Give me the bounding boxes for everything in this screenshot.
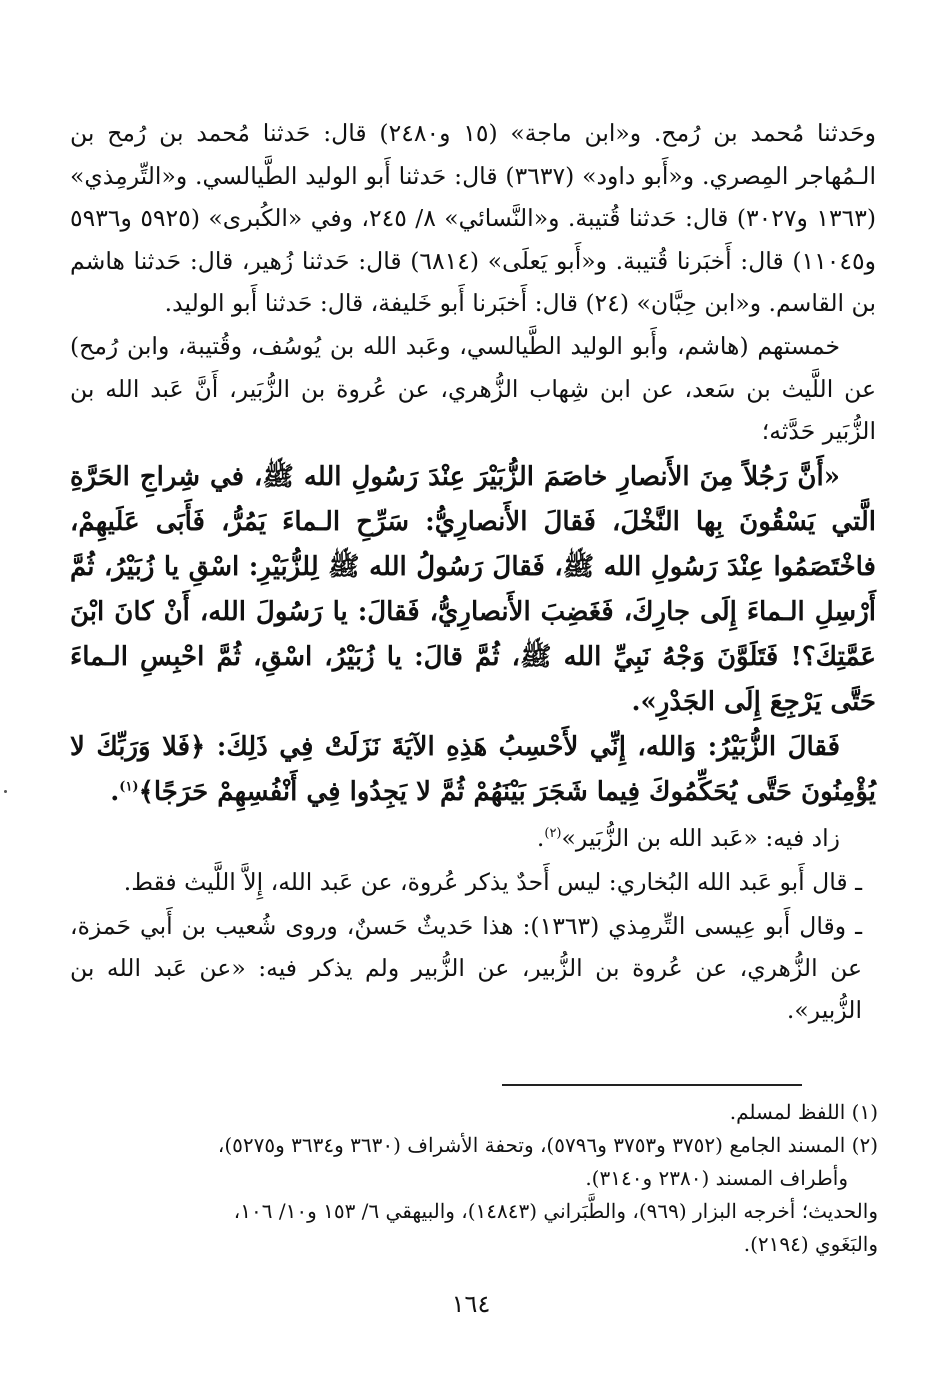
hadith-verse-text: فَقالَ الزُّبَيْرُ: وَالله، إِنِّي لأَحْسِبُ هَذِهِ الآيَةَ نَزَلَتْ فِي ذَلِكَ: ﴿فَلا وَرَبِّكَ لا يُؤْمِنُونَ حَتَّى يُحَكِّمُوكَ فِيما شَجَرَ بَيْنَهُمْ ثُمَّ لا يَجِدُوا فِي أَنْفُسِهِمْ حَرَجًا﴾	[70, 731, 876, 807]
addition-text: زاد فيه: «عَبد الله بن الزُّبَير»	[561, 823, 840, 852]
tirmidhi-note: ـ وقال أَبو عِيسى التِّرمِذي (١٣٦٣): هذا حَديثٌ حَسنٌ، وروى شُعيب بن أَبي حَمزة، عن الزُّهري، عن عُروة بن الزُّبير، عن الزُّبير ولم يذكر فيه: «عن عَبد الله بن الزُّبير».	[70, 911, 862, 1024]
hadith-text: «أَنَّ رَجُلاً مِنَ الأَنصارِ خاصَمَ الزُّبَيْرَ عِنْدَ رَسُولِ الله ﷺ، في شِراجِ الحَرَّةِ الَّتي يَسْقُونَ بِها النَّخْلَ، فَقالَ الأَنصارِيُّ: سَرِّحِ الـماءَ يَمُرُّ، فَأَبَى عَلَيهِمْ، فاخْتَصَمُوا عِنْدَ رَسُولِ الله ﷺ، فَقالَ رَسُولُ الله ﷺ لِلزُّبَيْرِ: اسْقِ يا زُبَيْرُ، ثُمَّ أَرْسِلِ الـماءَ إِلَى جارِكَ، فَغَضِبَ الأَنصارِيُّ، فَقالَ: يا رَسُولَ الله، أَنْ كانَ ابْنَ عَمَّتِكَ؟! فَتَلَوَّنَ وَجْهُ نَبِيِّ الله ﷺ، ثُمَّ قالَ: يا زُبَيْرُ، اسْقِ، ثُمَّ احْبِسِ الـماءَ حَتَّى يَرْجِعَ إِلَى الجَدْرِ».	[70, 461, 876, 717]
chain-paragraph: خمستهم (هاشم، وأَبو الوليد الطَّيالسي، وعَبد الله بن يُوسُف، وقُتيبة، وابن رُمح) عن اللَّيث بن سَعد، عن ابن شِهاب الزُّهري، عن عُروة بن الزُّبَير، أَنَّ عَبد الله بن الزُّبَير حَدَّثه؛	[70, 331, 876, 446]
scan-speck	[4, 790, 7, 793]
hadith-verse: فَقالَ الزُّبَيْرُ: وَالله، إِنِّي لأَحْسِبُ هَذِهِ الآيَةَ نَزَلَتْ فِي ذَلِكَ: ﴿فَلا وَرَبِّكَ لا يُؤْمِنُونَ حَتَّى يُحَكِّمُوكَ فِيما شَجَرَ بَيْنَهُمْ ثُمَّ لا يَجِدُوا فِي أَنْفُسِهِمْ حَرَجًا﴾$^{(١)}$.	[70, 731, 876, 807]
page-number: ١٦٤	[451, 1290, 491, 1318]
footnote-3-line-1: والحديث؛ أخرجه البزار (٩٦٩)، والطَّبَراني (١٤٨٤٣)، والبيهقي ٦/ ١٥٣ و١٠/ ١٠٦،	[233, 1199, 878, 1223]
sources-paragraph: وحَدثنا مُحمد بن رُمح. و«ابن ماجة» (١٥ و٢٤٨٠) قال: حَدثنا مُحمد بن رُمح بن الـمُهاجر المِصري. و«أَبو داود» (٣٦٣٧) قال: حَدثنا أَبو الوليد الطَّيالسي. و«التِّرمِذي» (١٣٦٣ و٣٠٢٧) قال: حَدثنا قُتيبة. و«النَّسائي» ٨/ ٢٤٥، وفي «الكُبرى» (٥٩٢٥ و٥٩٣٦ و١١٠٤٥) قال: أَخبَرنا قُتيبة. و«أَبو يَعلَى» (٦٨١٤) قال: حَدثنا زُهير، قال: حَدثنا هاشم بن القاسم. و«ابن حِبَّان» (٢٤) قال: أَخبَرنا أَبو خَليفة، قال: حَدثنا أَبو الوليد.	[70, 119, 876, 318]
bukhari-note: ـ قال أَبو عَبد الله البُخاري: ليس أَحدٌ يذكر عُروة، عن عَبد الله، إِلاَّ اللَّيث فقط.	[123, 867, 862, 896]
footnote-3-line-2: والبَغَوي (٢١٩٤).	[743, 1232, 878, 1256]
footnote-2-line-2: وأطراف المسند (٢٣٨٠ و٣١٤٠).	[585, 1166, 848, 1190]
footnote-separator	[502, 1084, 802, 1086]
addition-note: زاد فيه: «عَبد الله بن الزُّبَير»$^{(٢)}$.	[536, 823, 840, 852]
main-text	[70, 112, 876, 1031]
footnote-ref-2[interactable]: (٢)	[544, 825, 562, 841]
footnote-1: (١) اللفظ لمسلم.	[729, 1100, 878, 1124]
footnotes	[66, 1096, 878, 1261]
footnote-2-line-1: (٢) المسند الجامع (٣٧٥٢ و٣٧٥٣ و٥٧٩٦)، وتحفة الأشراف (٣٦٣٠ و٣٦٣٤ و٥٢٧٥)،	[217, 1133, 878, 1157]
footnote-ref-1[interactable]: (١)	[119, 779, 139, 795]
